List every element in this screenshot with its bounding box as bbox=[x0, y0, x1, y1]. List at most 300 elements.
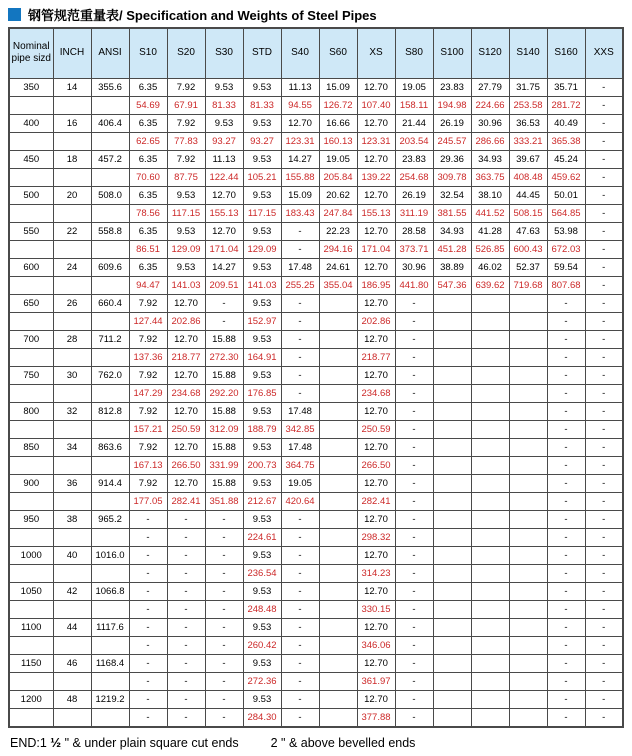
cell-thickness bbox=[471, 546, 509, 564]
cell-thickness: - bbox=[129, 582, 167, 600]
cell-thickness bbox=[509, 582, 547, 600]
row-thickness-1050 bbox=[9, 582, 623, 600]
cell-thickness: 12.70 bbox=[357, 474, 395, 492]
cell-thickness: - bbox=[547, 438, 585, 456]
cell-size: 900 bbox=[9, 474, 53, 492]
cell-empty bbox=[91, 168, 129, 186]
cell-weight: 333.21 bbox=[509, 132, 547, 150]
cell-thickness: 9.53 bbox=[243, 150, 281, 168]
cell-thickness: - bbox=[547, 330, 585, 348]
cell-weight: - bbox=[585, 204, 623, 222]
cell-weight bbox=[509, 348, 547, 366]
cell-weight bbox=[433, 528, 471, 546]
cell-thickness bbox=[319, 582, 357, 600]
cell-weight bbox=[509, 420, 547, 438]
cell-thickness: - bbox=[205, 618, 243, 636]
cell-weight: 218.77 bbox=[357, 348, 395, 366]
cell-weight: 247.84 bbox=[319, 204, 357, 222]
cell-weight: 117.15 bbox=[167, 204, 205, 222]
cell-inch: 30 bbox=[53, 366, 91, 384]
cell-thickness: - bbox=[585, 690, 623, 708]
cell-thickness: - bbox=[281, 294, 319, 312]
cell-thickness: - bbox=[547, 582, 585, 600]
cell-thickness: 15.88 bbox=[205, 402, 243, 420]
row-weight-1100 bbox=[9, 636, 623, 654]
cell-empty bbox=[53, 456, 91, 474]
cell-weight: - bbox=[395, 312, 433, 330]
row-thickness-550 bbox=[9, 222, 623, 240]
cell-weight bbox=[471, 348, 509, 366]
cell-thickness: 12.70 bbox=[357, 546, 395, 564]
cell-empty bbox=[91, 348, 129, 366]
column-header-s140: S140 bbox=[509, 28, 547, 78]
cell-thickness bbox=[433, 294, 471, 312]
cell-thickness: 12.70 bbox=[357, 510, 395, 528]
cell-thickness: 12.70 bbox=[357, 258, 395, 276]
cell-thickness: - bbox=[585, 582, 623, 600]
cell-thickness: - bbox=[129, 546, 167, 564]
cell-weight: - bbox=[281, 348, 319, 366]
cell-weight: - bbox=[205, 564, 243, 582]
cell-ansi: 914.4 bbox=[91, 474, 129, 492]
cell-inch: 44 bbox=[53, 618, 91, 636]
cell-thickness: 15.09 bbox=[319, 78, 357, 96]
column-header-ansi: ANSI bbox=[91, 28, 129, 78]
cell-thickness: - bbox=[547, 294, 585, 312]
cell-empty bbox=[9, 600, 53, 618]
cell-weight: 245.57 bbox=[433, 132, 471, 150]
cell-thickness: 9.53 bbox=[243, 294, 281, 312]
cell-empty bbox=[53, 528, 91, 546]
cell-empty bbox=[91, 708, 129, 727]
row-weight-400 bbox=[9, 132, 623, 150]
cell-empty bbox=[53, 492, 91, 510]
cell-weight: 158.11 bbox=[395, 96, 433, 114]
cell-thickness: 11.13 bbox=[205, 150, 243, 168]
cell-weight: 381.55 bbox=[433, 204, 471, 222]
cell-inch: 32 bbox=[53, 402, 91, 420]
cell-thickness: 6.35 bbox=[129, 222, 167, 240]
cell-size: 650 bbox=[9, 294, 53, 312]
cell-weight: - bbox=[167, 564, 205, 582]
cell-weight: - bbox=[281, 564, 319, 582]
cell-thickness bbox=[471, 474, 509, 492]
cell-weight: 93.27 bbox=[243, 132, 281, 150]
cell-thickness: - bbox=[167, 582, 205, 600]
row-weight-950 bbox=[9, 528, 623, 546]
cell-thickness: - bbox=[547, 546, 585, 564]
cell-thickness: 9.53 bbox=[167, 258, 205, 276]
cell-empty bbox=[9, 492, 53, 510]
cell-ansi: 660.4 bbox=[91, 294, 129, 312]
cell-thickness bbox=[433, 366, 471, 384]
cell-weight: - bbox=[547, 564, 585, 582]
cell-thickness: - bbox=[395, 582, 433, 600]
cell-thickness bbox=[471, 510, 509, 528]
cell-weight: 202.86 bbox=[167, 312, 205, 330]
cell-empty bbox=[91, 96, 129, 114]
cell-size: 1050 bbox=[9, 582, 53, 600]
cell-thickness: - bbox=[205, 546, 243, 564]
cell-thickness: - bbox=[585, 438, 623, 456]
cell-weight: - bbox=[585, 456, 623, 474]
cell-thickness: 12.70 bbox=[205, 222, 243, 240]
cell-weight bbox=[319, 564, 357, 582]
cell-thickness bbox=[509, 546, 547, 564]
cell-thickness: - bbox=[585, 654, 623, 672]
cell-weight: 209.51 bbox=[205, 276, 243, 294]
pipe-spec-table bbox=[8, 27, 624, 728]
cell-ansi: 1219.2 bbox=[91, 690, 129, 708]
cell-thickness: 6.35 bbox=[129, 258, 167, 276]
cell-weight: 78.56 bbox=[129, 204, 167, 222]
cell-thickness bbox=[509, 402, 547, 420]
cell-thickness: 15.88 bbox=[205, 438, 243, 456]
cell-thickness: 7.92 bbox=[129, 402, 167, 420]
cell-thickness: - bbox=[395, 294, 433, 312]
cell-thickness: 9.53 bbox=[243, 330, 281, 348]
cell-size: 500 bbox=[9, 186, 53, 204]
cell-thickness bbox=[433, 474, 471, 492]
cell-weight: 157.21 bbox=[129, 420, 167, 438]
cell-weight: 123.31 bbox=[281, 132, 319, 150]
cell-weight: 282.41 bbox=[167, 492, 205, 510]
column-header-std: STD bbox=[243, 28, 281, 78]
cell-thickness: - bbox=[281, 510, 319, 528]
cell-empty bbox=[9, 312, 53, 330]
cell-thickness: 19.05 bbox=[395, 78, 433, 96]
cell-weight: 93.27 bbox=[205, 132, 243, 150]
cell-thickness: 9.53 bbox=[243, 438, 281, 456]
cell-weight bbox=[319, 348, 357, 366]
cell-thickness: 12.70 bbox=[281, 114, 319, 132]
cell-thickness: - bbox=[395, 546, 433, 564]
cell-thickness: 26.19 bbox=[433, 114, 471, 132]
cell-weight: 81.33 bbox=[243, 96, 281, 114]
cell-thickness: - bbox=[395, 690, 433, 708]
cell-weight: 171.04 bbox=[357, 240, 395, 258]
cell-thickness: 12.70 bbox=[167, 402, 205, 420]
cell-thickness: 50.01 bbox=[547, 186, 585, 204]
cell-weight: - bbox=[395, 492, 433, 510]
cell-weight: 160.13 bbox=[319, 132, 357, 150]
column-header-s30: S30 bbox=[205, 28, 243, 78]
cell-empty bbox=[91, 132, 129, 150]
cell-weight: - bbox=[167, 636, 205, 654]
cell-thickness: 7.92 bbox=[129, 474, 167, 492]
cell-weight: 298.32 bbox=[357, 528, 395, 546]
cell-ansi: 762.0 bbox=[91, 366, 129, 384]
cell-weight: - bbox=[281, 708, 319, 727]
cell-thickness: 9.53 bbox=[205, 78, 243, 96]
cell-inch: 24 bbox=[53, 258, 91, 276]
cell-weight: - bbox=[395, 528, 433, 546]
cell-weight bbox=[471, 528, 509, 546]
cell-thickness: 6.35 bbox=[129, 114, 167, 132]
cell-weight: - bbox=[585, 168, 623, 186]
cell-thickness: - bbox=[281, 222, 319, 240]
cell-size: 350 bbox=[9, 78, 53, 96]
cell-weight: - bbox=[167, 708, 205, 727]
cell-weight: 441.80 bbox=[395, 276, 433, 294]
cell-empty bbox=[53, 564, 91, 582]
cell-empty bbox=[9, 384, 53, 402]
cell-thickness: 30.96 bbox=[395, 258, 433, 276]
row-thickness-1150 bbox=[9, 654, 623, 672]
cell-thickness: 14.27 bbox=[281, 150, 319, 168]
footer-bevel-note: 2 " & above bevelled ends bbox=[270, 735, 416, 750]
cell-thickness: 9.53 bbox=[243, 402, 281, 420]
cell-thickness: 9.53 bbox=[243, 78, 281, 96]
cell-weight: 186.95 bbox=[357, 276, 395, 294]
cell-weight: 94.55 bbox=[281, 96, 319, 114]
cell-thickness: 19.05 bbox=[281, 474, 319, 492]
cell-weight: 164.91 bbox=[243, 348, 281, 366]
cell-ansi: 863.6 bbox=[91, 438, 129, 456]
cell-thickness: - bbox=[395, 654, 433, 672]
cell-thickness bbox=[433, 618, 471, 636]
cell-inch: 34 bbox=[53, 438, 91, 456]
cell-weight: 408.48 bbox=[509, 168, 547, 186]
row-weight-350 bbox=[9, 96, 623, 114]
cell-weight: 224.66 bbox=[471, 96, 509, 114]
cell-thickness: 20.62 bbox=[319, 186, 357, 204]
cell-weight: 203.54 bbox=[395, 132, 433, 150]
cell-thickness: - bbox=[585, 474, 623, 492]
cell-weight: 282.41 bbox=[357, 492, 395, 510]
cell-weight: 346.06 bbox=[357, 636, 395, 654]
cell-thickness: - bbox=[281, 618, 319, 636]
row-thickness-650 bbox=[9, 294, 623, 312]
column-header-s100: S100 bbox=[433, 28, 471, 78]
cell-weight bbox=[471, 600, 509, 618]
cell-weight: - bbox=[547, 312, 585, 330]
cell-thickness: - bbox=[281, 582, 319, 600]
cell-thickness bbox=[319, 294, 357, 312]
cell-thickness bbox=[319, 654, 357, 672]
column-header-s20: S20 bbox=[167, 28, 205, 78]
row-thickness-1100 bbox=[9, 618, 623, 636]
cell-thickness: 26.19 bbox=[395, 186, 433, 204]
cell-size: 800 bbox=[9, 402, 53, 420]
cell-thickness bbox=[319, 330, 357, 348]
cell-thickness: - bbox=[205, 582, 243, 600]
cell-empty bbox=[53, 240, 91, 258]
cell-empty bbox=[9, 96, 53, 114]
cell-weight: - bbox=[395, 456, 433, 474]
cell-thickness: 7.92 bbox=[167, 114, 205, 132]
cell-thickness: - bbox=[167, 618, 205, 636]
cell-weight: 351.88 bbox=[205, 492, 243, 510]
cell-empty bbox=[9, 240, 53, 258]
cell-weight bbox=[433, 672, 471, 690]
cell-weight: - bbox=[547, 708, 585, 727]
cell-thickness: 9.53 bbox=[167, 222, 205, 240]
cell-weight: - bbox=[281, 600, 319, 618]
cell-thickness: 15.88 bbox=[205, 366, 243, 384]
cell-weight bbox=[433, 708, 471, 727]
cell-weight: 248.48 bbox=[243, 600, 281, 618]
cell-thickness bbox=[471, 618, 509, 636]
cell-weight bbox=[319, 636, 357, 654]
cell-weight: 250.59 bbox=[167, 420, 205, 438]
cell-thickness: - bbox=[205, 690, 243, 708]
cell-thickness bbox=[433, 330, 471, 348]
cell-thickness: 30.96 bbox=[471, 114, 509, 132]
cell-thickness: 12.70 bbox=[357, 150, 395, 168]
cell-empty bbox=[53, 348, 91, 366]
cell-weight: 600.43 bbox=[509, 240, 547, 258]
cell-size: 1150 bbox=[9, 654, 53, 672]
cell-weight bbox=[319, 384, 357, 402]
cell-empty bbox=[9, 456, 53, 474]
cell-weight: - bbox=[205, 636, 243, 654]
cell-weight: - bbox=[585, 348, 623, 366]
cell-weight bbox=[319, 420, 357, 438]
cell-weight: - bbox=[129, 672, 167, 690]
cell-thickness bbox=[509, 690, 547, 708]
cell-weight: 155.88 bbox=[281, 168, 319, 186]
cell-thickness bbox=[319, 546, 357, 564]
cell-empty bbox=[9, 672, 53, 690]
cell-empty bbox=[53, 384, 91, 402]
row-weight-1000 bbox=[9, 564, 623, 582]
cell-weight: 236.54 bbox=[243, 564, 281, 582]
cell-weight: 330.15 bbox=[357, 600, 395, 618]
cell-weight: - bbox=[205, 600, 243, 618]
cell-thickness: 12.70 bbox=[357, 690, 395, 708]
cell-weight: 70.60 bbox=[129, 168, 167, 186]
cell-thickness: - bbox=[585, 546, 623, 564]
cell-weight: 377.88 bbox=[357, 708, 395, 727]
cell-thickness: 38.10 bbox=[471, 186, 509, 204]
cell-weight: - bbox=[129, 708, 167, 727]
cell-weight: 224.61 bbox=[243, 528, 281, 546]
cell-weight: - bbox=[281, 240, 319, 258]
cell-weight: 314.23 bbox=[357, 564, 395, 582]
cell-empty bbox=[53, 204, 91, 222]
cell-inch: 46 bbox=[53, 654, 91, 672]
cell-thickness bbox=[509, 654, 547, 672]
cell-empty bbox=[91, 384, 129, 402]
title-text: 钢管规范重量表/ Specification and Weights of Steel Pipes bbox=[28, 8, 377, 23]
cell-weight: - bbox=[281, 384, 319, 402]
cell-ansi: 1168.4 bbox=[91, 654, 129, 672]
cell-weight: 373.71 bbox=[395, 240, 433, 258]
cell-weight bbox=[471, 456, 509, 474]
title-bullet-icon bbox=[8, 8, 21, 21]
cell-thickness: 27.79 bbox=[471, 78, 509, 96]
cell-weight: - bbox=[547, 420, 585, 438]
cell-weight: - bbox=[167, 672, 205, 690]
cell-weight: - bbox=[395, 564, 433, 582]
cell-weight: 122.44 bbox=[205, 168, 243, 186]
cell-weight bbox=[471, 708, 509, 727]
cell-weight bbox=[319, 708, 357, 727]
cell-weight: 253.58 bbox=[509, 96, 547, 114]
cell-weight bbox=[471, 420, 509, 438]
cell-thickness: - bbox=[585, 78, 623, 96]
cell-weight: - bbox=[205, 528, 243, 546]
cell-weight bbox=[509, 600, 547, 618]
cell-weight: 155.13 bbox=[205, 204, 243, 222]
cell-thickness: - bbox=[547, 474, 585, 492]
cell-weight bbox=[509, 312, 547, 330]
cell-thickness bbox=[509, 618, 547, 636]
cell-weight: 87.75 bbox=[167, 168, 205, 186]
cell-weight: 266.50 bbox=[167, 456, 205, 474]
cell-thickness: 28.58 bbox=[395, 222, 433, 240]
cell-weight: - bbox=[395, 348, 433, 366]
cell-thickness: - bbox=[395, 402, 433, 420]
cell-thickness: 36.53 bbox=[509, 114, 547, 132]
cell-weight: 81.33 bbox=[205, 96, 243, 114]
cell-thickness: 34.93 bbox=[433, 222, 471, 240]
column-header-xxs: XXS bbox=[585, 28, 623, 78]
cell-weight: 200.73 bbox=[243, 456, 281, 474]
cell-thickness: - bbox=[585, 402, 623, 420]
cell-thickness: 40.49 bbox=[547, 114, 585, 132]
cell-inch: 48 bbox=[53, 690, 91, 708]
cell-weight: 526.85 bbox=[471, 240, 509, 258]
cell-thickness: 12.70 bbox=[357, 294, 395, 312]
cell-thickness bbox=[319, 690, 357, 708]
cell-weight: 94.47 bbox=[129, 276, 167, 294]
cell-thickness: - bbox=[167, 654, 205, 672]
cell-thickness: 7.92 bbox=[167, 78, 205, 96]
cell-thickness: - bbox=[129, 618, 167, 636]
cell-thickness: - bbox=[129, 654, 167, 672]
cell-weight bbox=[509, 708, 547, 727]
cell-weight: - bbox=[585, 636, 623, 654]
cell-weight bbox=[471, 564, 509, 582]
cell-weight: 218.77 bbox=[167, 348, 205, 366]
cell-weight: 312.09 bbox=[205, 420, 243, 438]
cell-empty bbox=[9, 564, 53, 582]
cell-thickness bbox=[509, 366, 547, 384]
cell-empty bbox=[91, 456, 129, 474]
cell-thickness: - bbox=[395, 618, 433, 636]
cell-thickness: 59.54 bbox=[547, 258, 585, 276]
cell-weight: 309.78 bbox=[433, 168, 471, 186]
cell-thickness: 12.70 bbox=[357, 402, 395, 420]
cell-thickness: 12.70 bbox=[357, 582, 395, 600]
cell-weight: 260.42 bbox=[243, 636, 281, 654]
cell-thickness: 6.35 bbox=[129, 186, 167, 204]
footer-half-fraction: ½ bbox=[50, 734, 62, 750]
cell-thickness: 12.70 bbox=[357, 330, 395, 348]
cell-thickness: 52.37 bbox=[509, 258, 547, 276]
cell-thickness: 47.63 bbox=[509, 222, 547, 240]
cell-thickness: 9.53 bbox=[243, 114, 281, 132]
cell-weight: 183.43 bbox=[281, 204, 319, 222]
cell-thickness bbox=[471, 294, 509, 312]
cell-weight: - bbox=[585, 132, 623, 150]
cell-ansi: 965.2 bbox=[91, 510, 129, 528]
cell-weight: 177.05 bbox=[129, 492, 167, 510]
cell-thickness: 7.92 bbox=[129, 438, 167, 456]
cell-thickness: 19.05 bbox=[319, 150, 357, 168]
cell-weight: - bbox=[585, 528, 623, 546]
row-thickness-350 bbox=[9, 78, 623, 96]
cell-thickness bbox=[471, 438, 509, 456]
cell-thickness: - bbox=[585, 150, 623, 168]
cell-weight: 67.91 bbox=[167, 96, 205, 114]
cell-empty bbox=[53, 708, 91, 727]
cell-thickness: 44.45 bbox=[509, 186, 547, 204]
cell-thickness: 9.53 bbox=[243, 654, 281, 672]
cell-weight: 459.62 bbox=[547, 168, 585, 186]
